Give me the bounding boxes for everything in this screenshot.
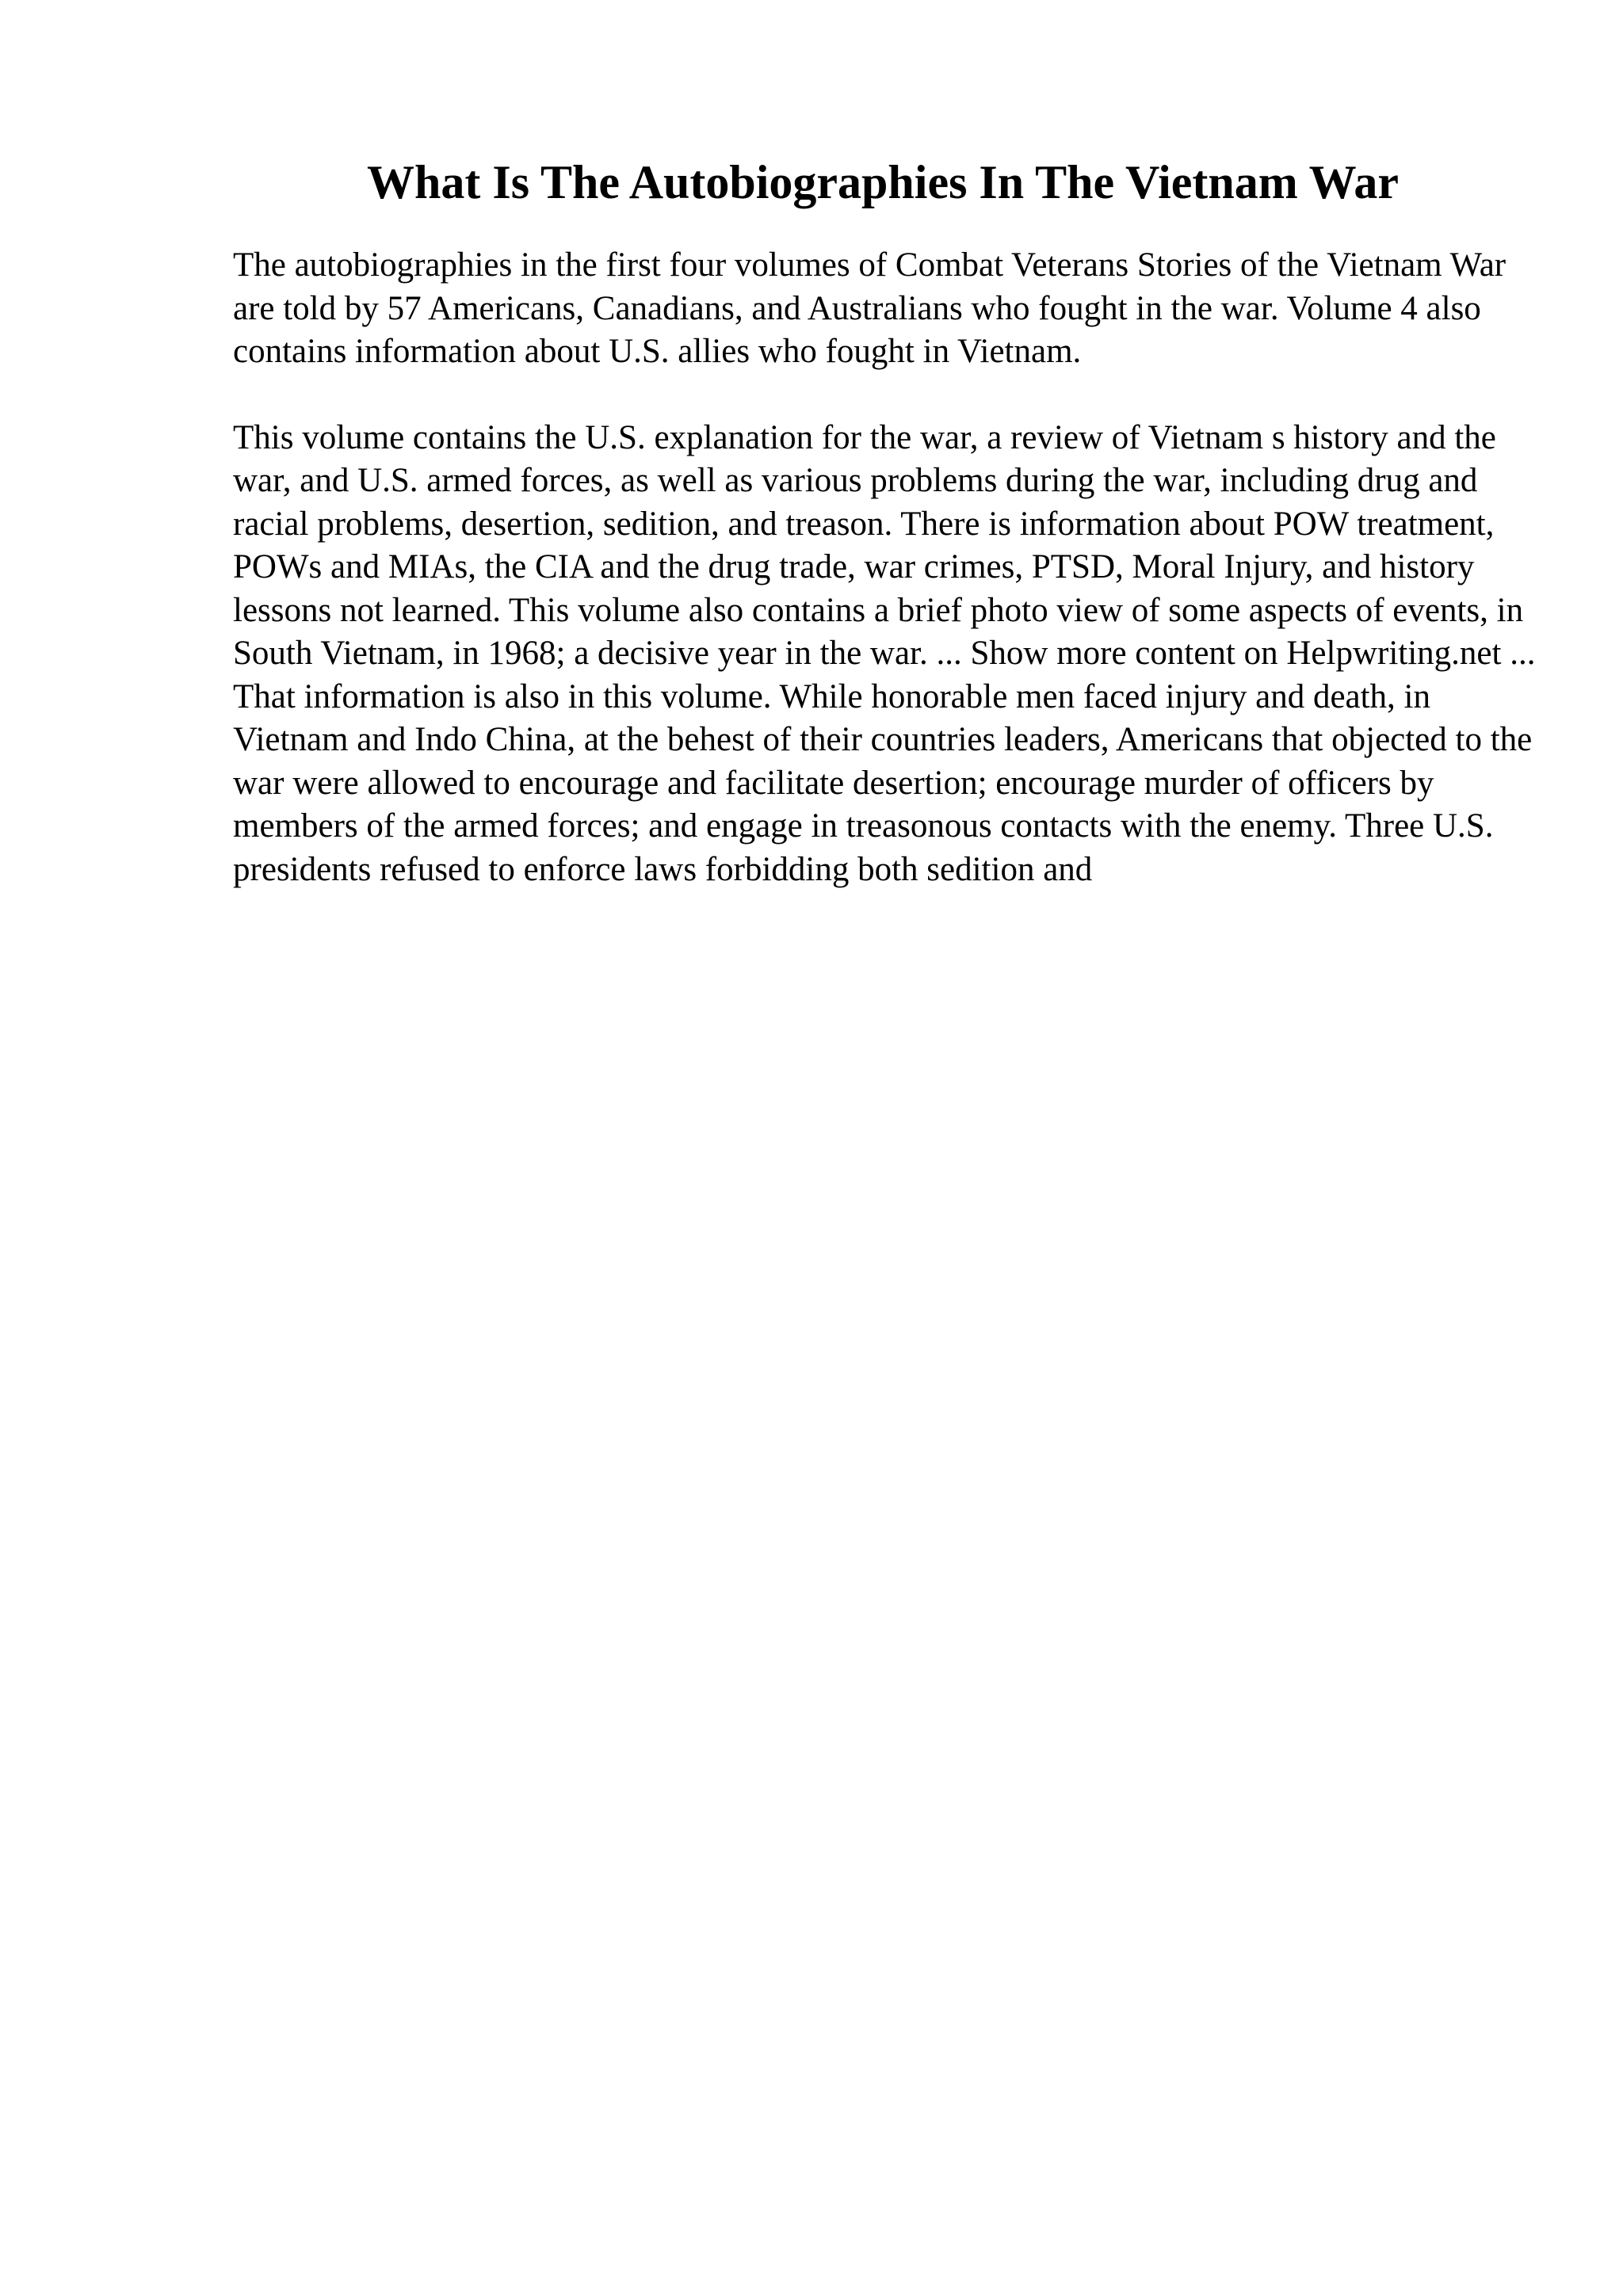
paragraph-continuation: That information is also in this volume. While honorable men faced injury and death, in Vietnam and Indo China, at the behest of their countries leaders, Americans that objected to the war were allowed to encourage and facilitate desertion; encourage murder of officers by members of the armed forces; and engage in treasonous contacts with the enemy. Three U.S. presidents refused to enforce laws forbidding both sedition and xyxy=(233,677,1533,888)
page-title: What Is The Autobiographies In The Vietnam War xyxy=(367,156,1399,208)
paragraph-spacer xyxy=(233,374,1549,417)
document-body xyxy=(233,244,1549,891)
paragraph-intro: The autobiographies in the first four volumes of Combat Veterans Stories of the Vietnam War are told by 57 Americans, Canadians, and Australians who fought in the war. Volume 4 also contains information about U.S. allies who fought in Vietnam. xyxy=(233,246,1507,370)
paragraph-volume-contents: This volume contains the U.S. explanation for the war, a review of Vietnam s history and the war, and U.S. armed forces, as well as various problems during the war, including drug and racial problems, desertion, sedition, and treason. There is information about POW treatment, POWs and MIAs, the CIA and the drug trade, war crimes, PTSD, Moral Injury, and history lessons not learned. This volume also contains a brief photo view of some aspects of events, in South Vietnam, in 1968; a decisive year in the war. ... Show more content on Helpwriting.net ... xyxy=(233,418,1536,672)
